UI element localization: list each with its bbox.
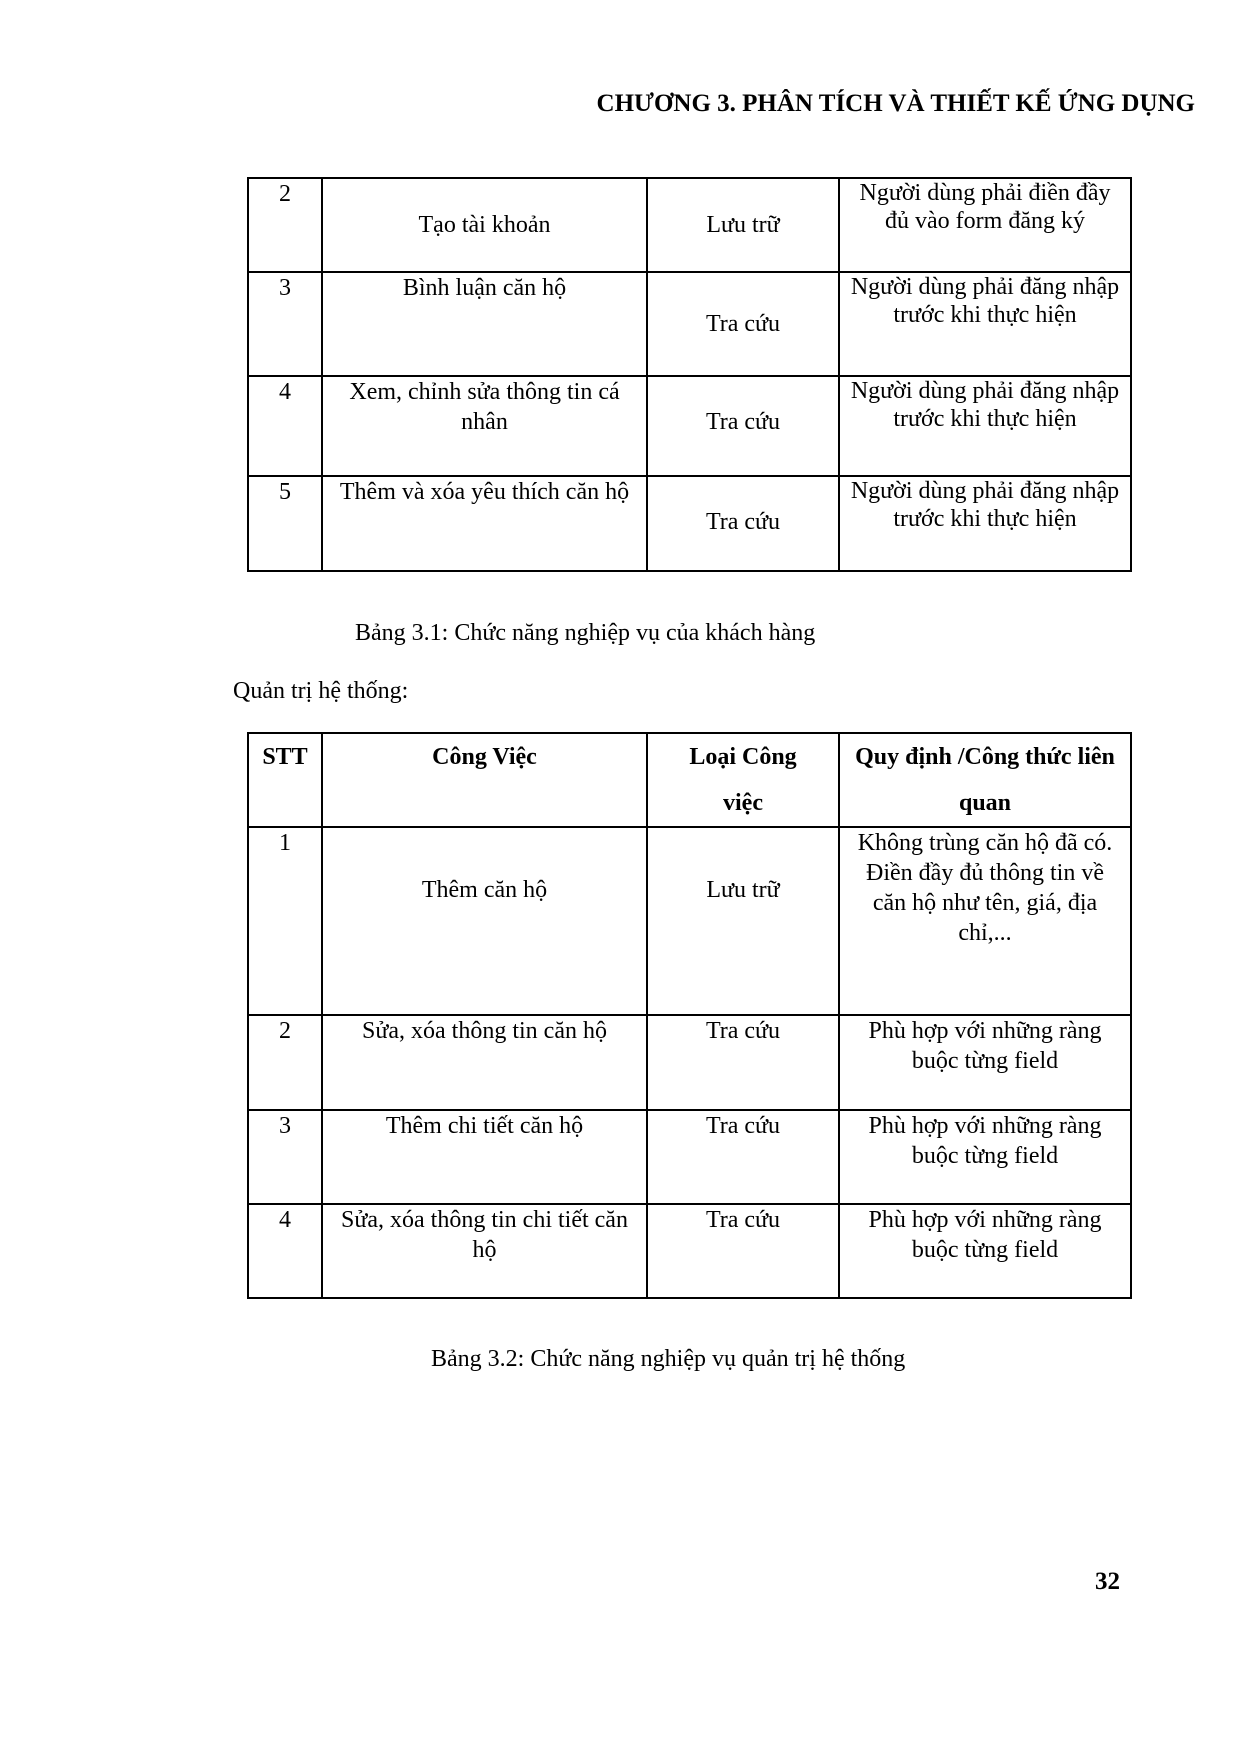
stt-cell: 4 xyxy=(248,1204,322,1298)
customer-functions-table xyxy=(247,177,1132,572)
rule-cell: Người dùng phải đăng nhập trước khi thực hiện xyxy=(839,476,1131,571)
stt-cell: 4 xyxy=(248,376,322,476)
rule-cell: Phù hợp với những ràng buộc từng field xyxy=(839,1204,1131,1298)
header-task: Công Việc xyxy=(322,733,647,827)
table-caption: Bảng 3.1: Chức năng nghiệp vụ của khách hàng xyxy=(355,620,816,646)
table-row xyxy=(248,272,1131,376)
type-cell: Tra cứu xyxy=(647,1204,839,1298)
stt-cell: 5 xyxy=(248,476,322,571)
header-rule: Quy định /Công thức liên quan xyxy=(839,733,1131,827)
table-header-row xyxy=(248,733,1131,827)
stt-cell: 2 xyxy=(248,178,322,272)
header-type: Loại Công việc xyxy=(647,733,839,827)
rule-cell: Phù hợp với những ràng buộc từng field xyxy=(839,1110,1131,1204)
header-stt: STT xyxy=(248,733,322,827)
rule-cell: Người dùng phải đăng nhập trước khi thực hiện xyxy=(839,376,1131,476)
rule-cell: Người dùng phải đăng nhập trước khi thực hiện xyxy=(839,272,1131,376)
table-row xyxy=(248,827,1131,1015)
table-row xyxy=(248,476,1131,571)
type-cell: Tra cứu xyxy=(647,1015,839,1110)
stt-cell: 3 xyxy=(248,272,322,376)
rule-cell: Không trùng căn hộ đã có. Điền đầy đủ thông tin về căn hộ như tên, giá, địa chỉ,... xyxy=(839,827,1131,1015)
task-cell: Thêm chi tiết căn hộ xyxy=(322,1110,647,1204)
stt-cell: 3 xyxy=(248,1110,322,1204)
type-cell: Lưu trữ xyxy=(647,178,839,272)
type-cell: Tra cứu xyxy=(647,476,839,571)
table-caption: Bảng 3.2: Chức năng nghiệp vụ quản trị hệ thống xyxy=(431,1346,906,1372)
rule-cell: Người dùng phải điền đầy đủ vào form đăng ký xyxy=(839,178,1131,272)
table-row xyxy=(248,1204,1131,1298)
rule-cell: Phù hợp với những ràng buộc từng field xyxy=(839,1015,1131,1110)
task-cell: Thêm căn hộ xyxy=(322,827,647,1015)
type-cell: Lưu trữ xyxy=(647,827,839,1015)
page-number: 32 xyxy=(1095,1568,1120,1595)
task-cell: Xem, chỉnh sửa thông tin cá nhân xyxy=(322,376,647,476)
section-label: Quản trị hệ thống: xyxy=(233,678,409,704)
task-cell: Sửa, xóa thông tin căn hộ xyxy=(322,1015,647,1110)
chapter-header: CHƯƠNG 3. PHÂN TÍCH VÀ THIẾT KẾ ỨNG DỤNG xyxy=(596,90,1195,117)
stt-cell: 1 xyxy=(248,827,322,1015)
admin-functions-table xyxy=(247,732,1132,1299)
type-cell: Tra cứu xyxy=(647,272,839,376)
table-row xyxy=(248,376,1131,476)
task-cell: Sửa, xóa thông tin chi tiết căn hộ xyxy=(322,1204,647,1298)
stt-cell: 2 xyxy=(248,1015,322,1110)
task-cell: Bình luận căn hộ xyxy=(322,272,647,376)
type-cell: Tra cứu xyxy=(647,376,839,476)
task-cell: Tạo tài khoản xyxy=(322,178,647,272)
table-row xyxy=(248,1015,1131,1110)
task-cell: Thêm và xóa yêu thích căn hộ xyxy=(322,476,647,571)
type-cell: Tra cứu xyxy=(647,1110,839,1204)
table-row xyxy=(248,1110,1131,1204)
table-row xyxy=(248,178,1131,272)
